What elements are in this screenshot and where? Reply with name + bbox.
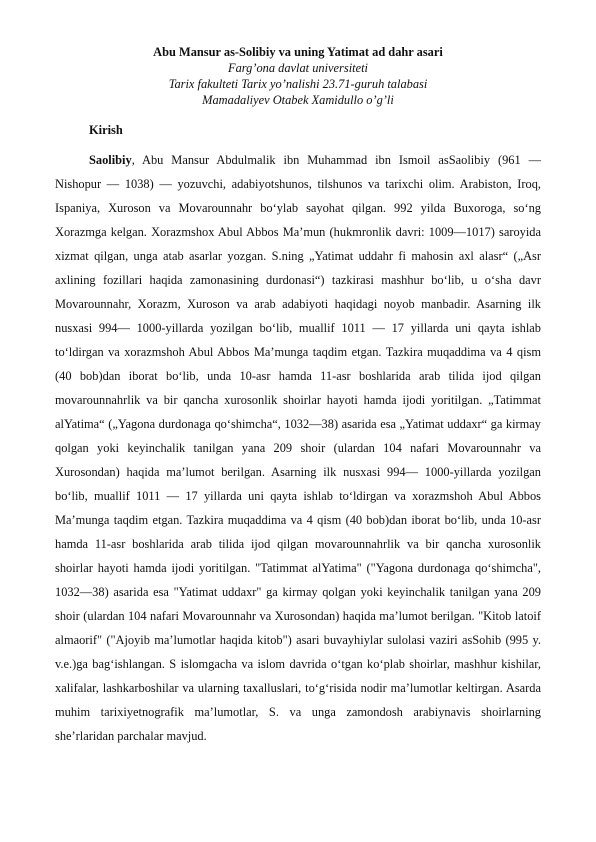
body-paragraph — [55, 148, 541, 748]
lead-term: Saolibiy — [89, 153, 132, 167]
body-text: , Abu Mansur Abdulmalik ibn Muhammad ibn Ismoil asSaolibiy (961 — Nishopur — 1038) — yozuvchi, adabiyotshunos, tilshunos va tarixchi olim. Arabiston, Iroq, Ispaniya, Xuroson va Movarounnahr bo‘ylab sayohat qilgan. 992 yilda Buxoroga, so‘ng Xorazmga kelgan. Xorazmshox Abul Abbos Ma’mun (hukmronlik davri: 1009—1017) saroyida xizmat qilgan, unga atab asarlar yozgan. S.ning „Yatimat uddahr fi mahosin axl alasr“ („Asr axlining fozillari haqida zamonasining durdonasi“) tazkirasi mashhur bo‘lib, u o‘sha davr Movarounnahr, Xorazm, Xuroson va arab adabiyoti haqidagi noyob manbadir. Asarning ilk nusxasi 994— 1000-yillarda yozilgan bo‘lib, muallif 1011 — 17 yillarda uni qayta ishlab to‘ldirgan va xorazmshoh Abul Abbos Ma’munga taqdim etgan. Tazkira muqaddima va 4 qism (40 bob)dan iborat bo‘lib, unda 10-asr hamda 11-asr boshlarida arab tilida ijod qilgan movarounnahrlik va bir qancha xurosonlik shoirlar hayoti hamda ijodi yoritilgan. „Tatimmat alYatima“ („Yagona durdonaga qo‘shimcha“, 1032—38) asarida esa „Yatimat uddaxr“ ga kirmay qolgan yoki keyinchalik tanilgan yana 209 shoir (ulardan 104 nafari Movarounnahr va Xurosondan) haqida ma’lumot berilgan. Asarning ilk nusxasi 994— 1000-yillarda yozilgan bo‘lib, muallif 1011 — 17 yillarda uni qayta ishlab to‘ldirgan va xorazmshoh Abul Abbos Ma’munga taqdim etgan. Tazkira muqaddima va 4 qism (40 bob)dan iborat bo‘lib, unda 10-asr hamda 11-asr boshlarida arab tilida ijod qilgan movarounnahrlik va bir qancha xurosonlik shoirlar hayoti hamda ijodi yoritilgan. "Tatimmat alYatima" ("Yagona durdonaga qo‘shimcha", 1032—38) asarida esa "Yatimat uddaxr" ga kirmay qolgan yoki keyinchalik tanilgan yana 209 shoir (ulardan 104 nafari Movarounnahr va Xurosondan) haqida ma’lumot berilgan. "Kitob latoif almaorif" ("Ajoyib ma’lumotlar haqida kitob") asari buvayhiylar sulolasi vaziri asSohib (995 y. v.e.)ga bag‘ishlangan. S islomgacha va islom davrida o‘tgan ko‘plab shoirlar, mashhur kishilar, xalifalar, lashkarboshilar va ularning taxalluslari, to‘g‘risida nodir ma’lumotlar keltirgan. Asarda muhim tarixiyetnografik ma’lumotlar, S. va unga zamondosh arabiynavis shoirlarning she’rlaridan parchalar mavjud. — [55, 153, 541, 743]
university-name: Farg’ona davlat universiteti — [228, 61, 368, 75]
author-name: Mamadaliyev Otabek Xamidullo o’g’li — [202, 93, 394, 107]
section-heading: Kirish — [89, 123, 123, 137]
document-title: Abu Mansur as-Solibiy va uning Yatimat ad dahr asari — [153, 45, 443, 59]
faculty-line: Tarix fakulteti Tarix yo’nalishi 23.71-guruh talabasi — [168, 77, 428, 91]
